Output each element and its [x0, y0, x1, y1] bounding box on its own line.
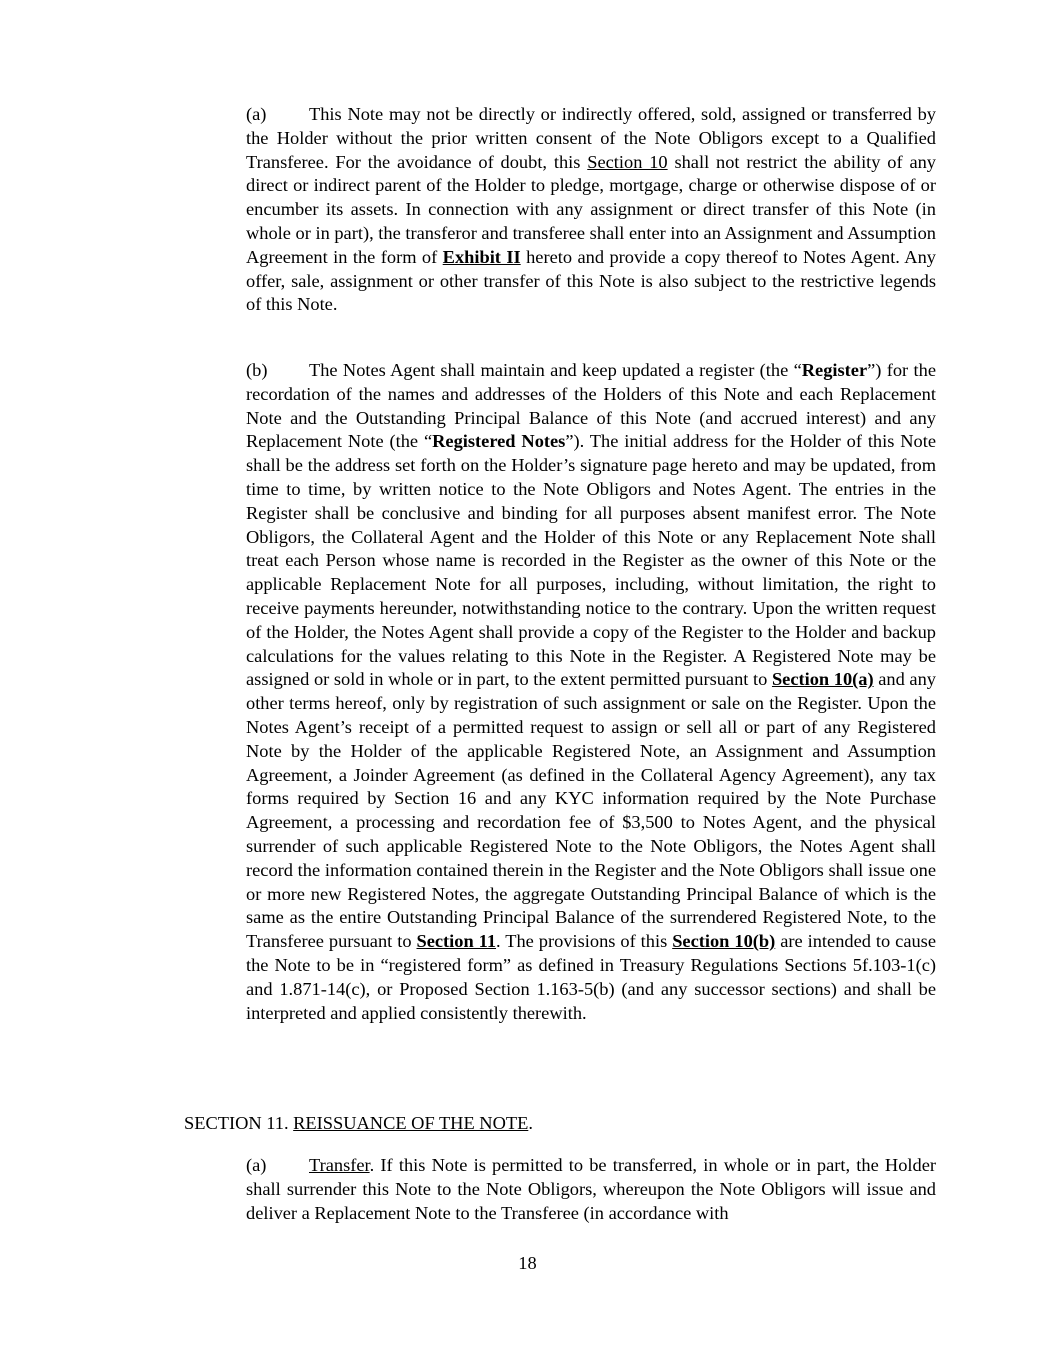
section-reference: Section 10(a)	[771, 669, 874, 690]
paragraph-11a: (a) Transfer. If this Note is permitted to be transferred, in whole or in part, the Holder shall surrender this Note to the Note Obligors, whereupon the Note Obligors will issue and deliver a Replacement Note to the Transferee (in accordance with	[246, 1155, 936, 1223]
paragraph-10a: (a) This Note may not be directly or indirectly offered, sold, assigned or transferred by the Holder without the prior written consent of the Note Obligors except to a Qualified Transferee. For the avoidance of doubt, this Section 10 shall not restrict the ability of any direct or indirect parent of the Holder to pledge, mortgage, charge or otherwise dispose of or encumber its assets. In connection with any assignment or direct transfer of this Note (in whole or in part), the transferor and transferee shall enter into an Assignment and Assumption Agreement in the form of Exhibit II hereto and provide a copy thereof to Notes Agent. Any offer, sale, assignment or other transfer of this Note is also subject to the restrictive legends of this Note.	[246, 104, 936, 315]
exhibit-reference: Exhibit II	[442, 246, 521, 267]
section-reference: Section 10(b)	[672, 931, 776, 952]
paragraph-10b: (b) The Notes Agent shall maintain and keep updated a register (the “Register”) for the recordation of the names and addresses of the Holders of this Note and each Replacement Note and the Outstanding Principal Balance of this Note (and accrued interest) and any Replacement Note (the “Registered Notes”). The initial address for the Holder of this Note shall be the address set forth on the Holder’s signature page hereto and may be updated, from time to time, by written notice to the Note Obligors and Notes Agent. The entries in the Register shall be conclusive and binding for all purposes absent manifest error. The Note Obligors, the Collateral Agent and the Holder of this Note or any Replacement Note shall treat each Person whose name is recorded in the Register as the owner of this Note or the applicable Replacement Note for all purposes, including, without limitation, the right to receive payments hereunder, notwithstanding notice to the contrary. Upon the written request of the Holder, the Notes Agent shall provide a copy of the Register to the Holder and backup calculations for the values relating to this Note in the Register. A Registered Note may be assigned or sold in whole or in part, to the extent permitted pursuant to Section 10(a) and any other terms hereof, only by registration of such assignment or sale on the Register. Upon the Notes Agent’s receipt of a permitted request to assign or sell all or part of any Registered Note by the Holder of the applicable Registered Note, an Assignment and Assumption Agreement, a Joinder Agreement (as defined in the Collateral Agency Agreement), any tax forms required by Section 16 and any KYC information required by the Note Purchase Agreement, a processing and recordation fee of $3,500 to Notes Agent, and the physical surrender of such applicable Registered Note to the Note Obligors, the Notes Agent shall record the information contained therein in the Register and the Note Obligors shall issue one or more new Registered Notes, the aggregate Outstanding Principal Balance of which is the same as the entire Outstanding Principal Balance of the surrendered Registered Note, to the Transferee pursuant to Section 11. The provisions of this Section 10(b) are intended to cause the Note to be in “registered form” as defined in Treasury Regulations Sections 5f.103-1(c) and 1.871-14(c), or Proposed Section 1.163-5(b) (and any successor sections) and shall be interpreted and applied consistently therewith.	[246, 360, 937, 1023]
paragraph-marker: (b)	[246, 360, 268, 380]
paragraph-marker: (a)	[246, 1155, 267, 1175]
section-heading: SECTION 11. REISSUANCE OF THE NOTE.	[184, 1113, 533, 1133]
section-reference: Section 10	[587, 151, 668, 172]
defined-term: Register	[801, 360, 868, 380]
subsection-heading: Transfer	[309, 1155, 370, 1175]
page-number: 18	[518, 1253, 537, 1273]
section-title: REISSUANCE OF THE NOTE	[293, 1113, 529, 1133]
paragraph-marker: (a)	[246, 104, 267, 124]
section-reference: Section 11	[416, 931, 497, 952]
defined-term: Registered Notes	[432, 431, 566, 452]
